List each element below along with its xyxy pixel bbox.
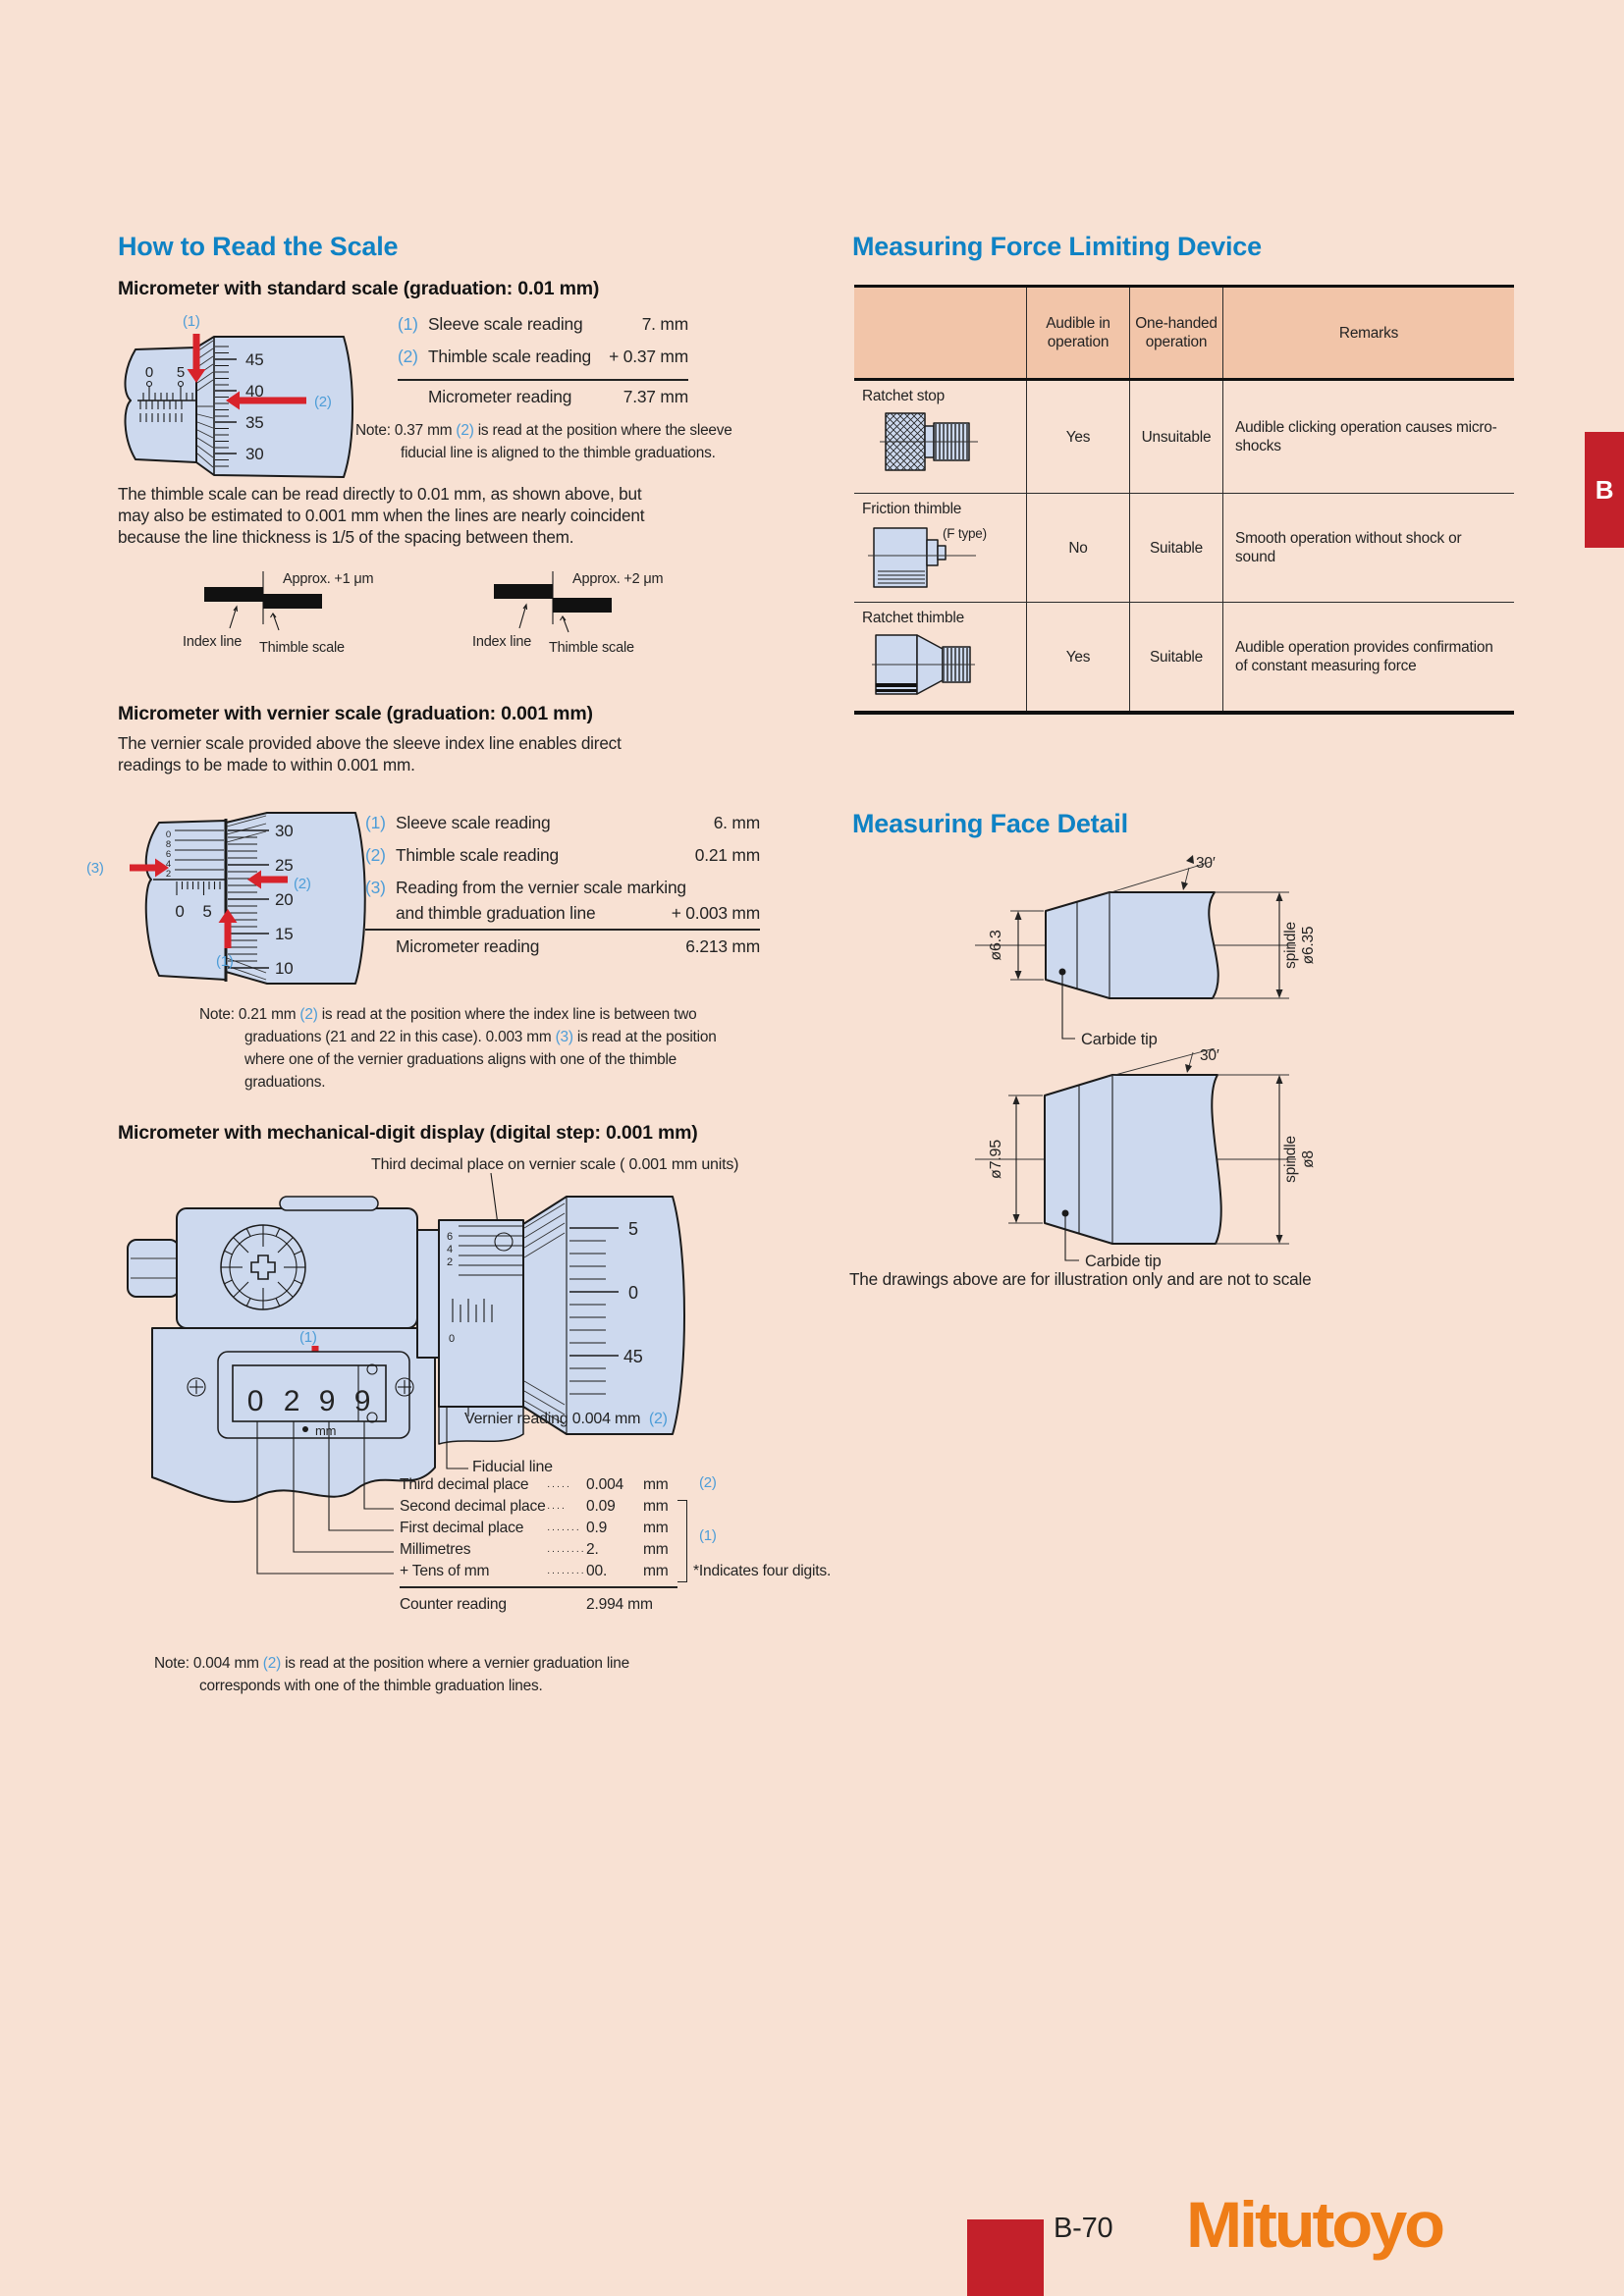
dimension-spindle: spindle [1282,922,1299,969]
digit-row: Second decimal place ···· 0.09 mm [400,1498,669,1515]
ref-1: (1) [699,1527,717,1544]
label-four-digits: *Indicates four digits. [693,1563,832,1579]
dimension-spindle: spindle [1282,1136,1299,1183]
friction-thimble-drawing [868,520,991,593]
spindle-tip [1046,892,1218,998]
one-handed-cell: Suitable [1129,494,1222,602]
dimension-spindle-dia: ø8 [1300,1150,1317,1168]
audible-cell: Yes [1026,381,1129,493]
svg-text:4: 4 [165,859,171,870]
ratchet-thimble-drawing [872,629,975,702]
carbide-tip-label: Carbide tip [1085,1253,1162,1270]
index-line-label: Index line [472,634,532,650]
audible-cell: No [1026,494,1129,602]
sum-line [400,1586,677,1588]
note-vernier: Note: 0.21 mm (2) is read at the position where the index line is between two graduations (21 and 22 in this case). 0.003 mm (3) is read at the position where one of the vernier graduations aligns with one of the thimble graduations. [199,1006,717,1091]
counter-unit: mm [315,1423,337,1438]
digit-row: First decimal place ······· 0.9 mm [400,1520,669,1536]
ratchet-stop-drawing [880,409,978,478]
diagram-approx-1um [165,569,420,660]
digit-breakdown [400,1476,669,1584]
remarks-cell: Smooth operation without shock or sound [1222,494,1514,602]
table-row-ratchet-thimble [854,602,1514,711]
angle-label: 30′ [1196,855,1216,872]
svg-text:2: 2 [165,869,171,880]
label-fiducial-line: Fiducial line [472,1459,553,1475]
counter-digit: 9 [353,1385,371,1417]
section-title-face-detail: Measuring Face Detail [852,809,1128,838]
digit-counter [218,1352,409,1438]
calc-row: (1) Sleeve scale reading 7. mm [398,314,688,334]
sleeve-5: 5 [176,364,186,381]
para-thimble-scale: The thimble scale can be read directly to 0.01 mm, as shown above, but may also be estimated to 0.001 mm when the lines are nearly coincident because the line thickness is 1/5 of the spacing between them. [118,484,645,547]
footer-red-square [967,2219,1044,2296]
mitutoyo-logo: Mitutoyo [1186,2188,1442,2261]
svg-text:25: 25 [275,856,294,875]
page-number: B-70 [1054,2213,1113,2244]
remarks-cell: Audible clicking operation causes micro-shocks [1222,381,1514,493]
audible-cell: Yes [1026,603,1129,711]
sleeve-0: 0 [144,364,154,381]
calc-standard [398,314,688,419]
svg-text:10: 10 [275,959,294,978]
thimble-scale-label: Thimble scale [259,640,345,656]
label-third-decimal-vernier: Third decimal place on vernier scale ( 0.001 mm units) [371,1156,739,1173]
table-header-one-handed: One-handed operation [1129,288,1222,378]
remarks-cell: Audible operation provides confirmation of constant measuring force [1222,603,1514,711]
calc-total-row: Micrometer reading 7.37 mm [428,387,688,406]
ref-2: (2) [314,394,332,410]
sleeve-body [126,347,196,462]
heading-vernier-scale: Micrometer with vernier scale (graduation: 0.001 mm) [118,703,593,724]
section-title-force-device: Measuring Force Limiting Device [852,232,1262,261]
dimension-spindle-dia: ø6.35 [1300,926,1317,965]
diagram-standard-scale-micrometer [98,312,393,487]
side-block [417,1230,439,1358]
section-tab: B [1585,432,1624,548]
one-handed-cell: Unsuitable [1129,381,1222,493]
calc-row: (1) Sleeve scale reading 6. mm [365,813,760,832]
heading-mechanical-digit: Micrometer with mechanical-digit display (digital step: 0.001 mm) [118,1122,698,1144]
digit-row: Third decimal place ····· 0.004 mm [400,1476,669,1493]
calc-row: (2) Thimble scale reading 0.21 mm [365,845,760,865]
svg-text:5: 5 [628,1219,638,1239]
section-title-how-to-read: How to Read the Scale [118,232,399,261]
drawing-face-6-35 [957,842,1350,1063]
thimble-30: 30 [245,445,264,463]
thimble-40: 40 [245,382,264,400]
spindle-stub [128,1240,179,1297]
svg-text:0: 0 [175,902,185,921]
svg-text:30: 30 [275,822,294,840]
svg-text:8: 8 [165,839,171,850]
device-label: Ratchet thimble [862,610,964,626]
ref-2: (2) [294,876,311,892]
calc-total-row: Micrometer reading 6.213 mm [396,936,760,956]
approx-label: Approx. +2 μm [572,571,664,587]
table-header-row [854,288,1514,381]
dimension-dia: ø7.95 [988,1140,1004,1179]
svg-text:6: 6 [447,1231,453,1243]
svg-text:6: 6 [165,849,171,860]
svg-text:45: 45 [623,1347,643,1366]
svg-text:0: 0 [165,829,171,840]
svg-text:0: 0 [628,1283,638,1303]
svg-text:0: 0 [449,1333,455,1345]
ref-1: (1) [183,313,200,330]
carbide-tip-label: Carbide tip [1081,1031,1158,1048]
thimble-35: 35 [245,413,264,432]
bracket [677,1500,687,1582]
adjust-dial [221,1225,305,1309]
ref-3: (3) [86,860,104,877]
diagram-approx-2um [455,569,710,660]
svg-text:2: 2 [447,1256,453,1268]
para-vernier-intro: The vernier scale provided above the sleeve index line enables direct readings to be made to within 0.001 mm. [118,733,622,774]
note-digit: Note: 0.004 mm (2) is read at the position where a vernier graduation line corresponds with one of the thimble graduation lines. [154,1655,629,1694]
thimble-scale-label: Thimble scale [549,640,634,656]
svg-text:5: 5 [202,902,212,921]
table-row-ratchet-stop [854,381,1514,493]
table-row-friction-thimble [854,493,1514,602]
note-standard: Note: 0.37 mm (2) is read at the position where the sleeve fiducial line is aligned to the thimble graduations. [355,422,732,461]
index-line-label: Index line [183,634,243,650]
calc-row-multiline: (3) Reading from the vernier scale marking and thimble graduation line + 0.003 mm [365,878,760,931]
angle-label: 30′ [1200,1048,1219,1064]
ref-1: (1) [216,953,234,970]
digit-row: + Tens of mm ········ 00. mm [400,1563,669,1579]
spindle-tip [1045,1075,1221,1244]
svg-text:15: 15 [275,925,294,943]
thimble-45: 45 [245,350,264,369]
screw-icon [188,1378,205,1396]
approx-label: Approx. +1 μm [283,571,374,587]
counter-reading-row: Counter reading 2.994 mm [400,1596,653,1613]
one-handed-cell: Suitable [1129,603,1222,711]
table-header-audible: Audible in operation [1026,288,1129,378]
drawing-face-8 [957,1048,1350,1284]
dimension-dia: ø6.3 [988,930,1004,961]
table-header-device [854,288,1026,378]
device-label: Friction thimble [862,501,962,517]
counter-digit: 9 [318,1385,336,1417]
digit-row: Millimetres ········ 2. mm [400,1541,669,1558]
ref-1: (1) [299,1329,317,1346]
disclaimer-text: The drawings above are for illustration only and are not to scale [849,1269,1312,1289]
svg-text:4: 4 [447,1244,453,1255]
sleeve-body [146,821,226,980]
ref-2: (2) [699,1474,717,1491]
table-header-remarks: Remarks [1222,288,1514,378]
thimble-body [523,1197,684,1434]
screw-icon [396,1378,413,1396]
heading-standard-scale: Micrometer with standard scale (graduation: 0.01 mm) [118,278,600,299]
f-type-label: (F type) [943,526,987,541]
device-label: Ratchet stop [862,388,946,404]
svg-text:20: 20 [275,890,294,909]
calc-row: (2) Thimble scale reading + 0.37 mm [398,347,688,381]
counter-digit: 2 [283,1385,300,1417]
calc-vernier [365,813,760,969]
counter-digit: 0 [246,1385,264,1417]
force-limiting-table [854,285,1514,715]
thimble-body [226,813,365,984]
label-vernier-reading: Vernier reading 0.004 mm (2) [464,1411,668,1427]
diagram-vernier-micrometer [79,811,383,992]
